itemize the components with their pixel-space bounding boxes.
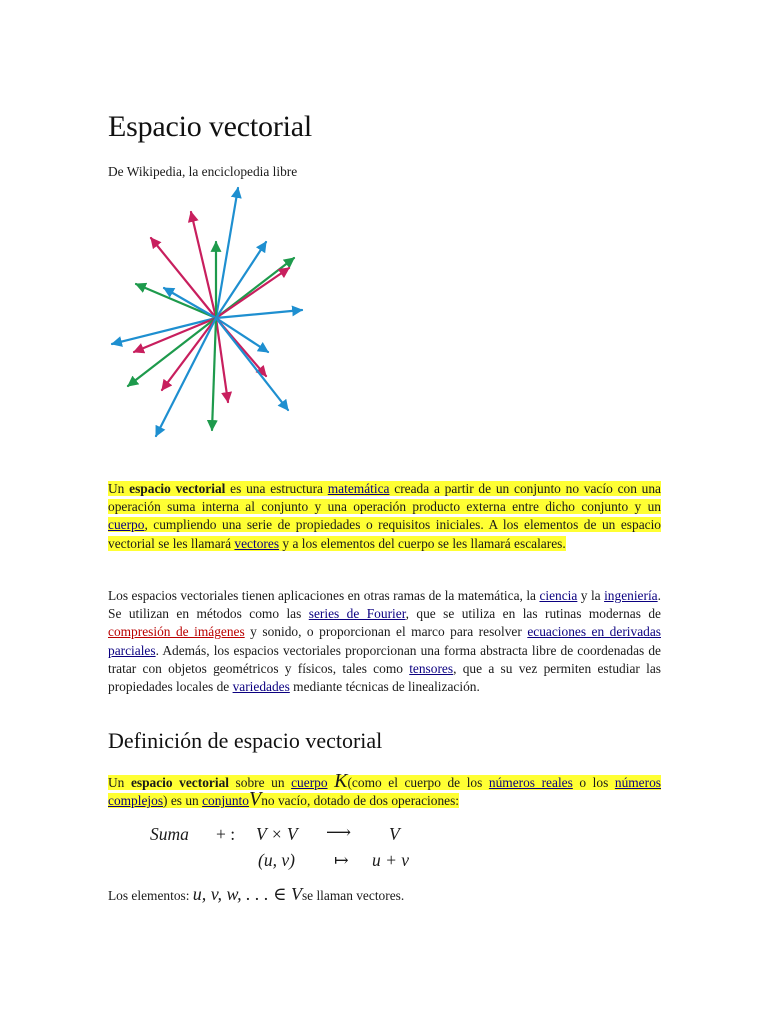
applications-text: Los espacios vectoriales tienen aplicaciones en otras ramas de la matemática, la	[108, 588, 540, 603]
definition-text: ) es un	[163, 793, 203, 809]
page-title: Espacio vectorial	[108, 110, 313, 143]
link-ecuaciones-derivadas-parciales[interactable]: ecuaciones en derivadas parciales	[108, 624, 661, 658]
intro-term: espacio vectorial	[129, 481, 226, 496]
intro-text: creada a partir de un conjunto no vacío con una operación suma interna al conjunto y una operación producto externa entre dicho conjunto y un	[108, 481, 662, 515]
link-numeros-reales[interactable]: números reales	[488, 775, 573, 790]
link-series-de-fourier[interactable]: series de Fourier	[308, 606, 406, 622]
definition-paragraph	[108, 770, 661, 811]
eq-arrow-maps: ⟶	[326, 822, 352, 842]
link-matematica[interactable]: matemática	[327, 481, 390, 496]
applications-text: y sonido, o proporcionan el marco para resolver	[244, 624, 528, 640]
intro-text: y a los elementos del cuerpo se les llamará escalares.	[279, 535, 566, 551]
link-vectores[interactable]: vectores	[234, 535, 280, 551]
elements-suffix: se llaman vectores.	[301, 888, 405, 903]
eq-codomain: V	[389, 824, 400, 844]
link-tensores[interactable]: tensores	[409, 660, 454, 676]
elements-line	[108, 884, 404, 905]
definition-text: o los	[572, 775, 615, 790]
definition-text: (como el cuerpo de los	[347, 775, 489, 790]
applications-text: . Se utilizan en métodos como las	[108, 588, 661, 622]
applications-text: , que se utiliza en las rutinas modernas de	[405, 606, 661, 622]
definition-text: Un	[108, 775, 131, 790]
definition-term: espacio vectorial	[130, 775, 229, 790]
eq-domain: V × V	[256, 824, 298, 844]
eq-operator: + :	[216, 824, 236, 844]
applications-text: , que a su vez permiten estudiar las propiedades locales de	[108, 660, 661, 695]
applications-text: mediante técnicas de linealización.	[289, 679, 480, 695]
link-compresion-de-imagenes[interactable]: compresión de imágenes	[108, 624, 245, 640]
intro-text: Un	[108, 481, 130, 496]
applications-text: y la	[577, 588, 605, 603]
link-ingenieria[interactable]: ingeniería	[604, 588, 658, 603]
intro-paragraph	[108, 480, 661, 553]
math-k: K	[334, 770, 348, 792]
applications-text: . Además, los espacios vectoriales proporcionan una forma abstracta libre de coordenadas de tratar con objetos geométricos y físicos, tales como	[108, 642, 661, 676]
link-cuerpo-def[interactable]: cuerpo	[291, 775, 328, 790]
intro-text: es una estructura	[225, 481, 328, 496]
applications-paragraph	[108, 587, 661, 696]
math-v: V	[248, 788, 262, 811]
elements-math: u, v, w, . . . ∈ V	[192, 884, 302, 904]
link-cuerpo[interactable]: cuerpo	[108, 517, 145, 533]
link-variedades[interactable]: variedades	[232, 679, 290, 695]
section-heading: Definición de espacio vectorial	[108, 728, 383, 753]
eq-result: u + v	[372, 850, 410, 870]
link-ciencia[interactable]: ciencia	[539, 588, 578, 603]
definition-text: no vacío, dotado de dos operaciones:	[261, 793, 460, 809]
sum-operation-equation	[150, 820, 550, 874]
intro-text: , cumpliendo una serie de propiedades o requisitos iniciales. A los elementos de un espacio vectorial se les llamará	[108, 517, 661, 551]
link-numeros-complejos[interactable]: números complejos	[108, 775, 661, 809]
link-conjunto[interactable]: conjunto	[202, 793, 249, 809]
page-subtitle: De Wikipedia, la enciclopedia libre	[108, 164, 298, 179]
eq-name: Suma	[150, 824, 189, 844]
eq-pair: (u, v)	[258, 850, 295, 870]
eq-arrow-mapsto: ↦	[334, 850, 349, 870]
vector-star-icon	[104, 180, 320, 444]
elements-prefix: Los elementos:	[108, 888, 193, 903]
definition-text: sobre un	[228, 775, 292, 790]
